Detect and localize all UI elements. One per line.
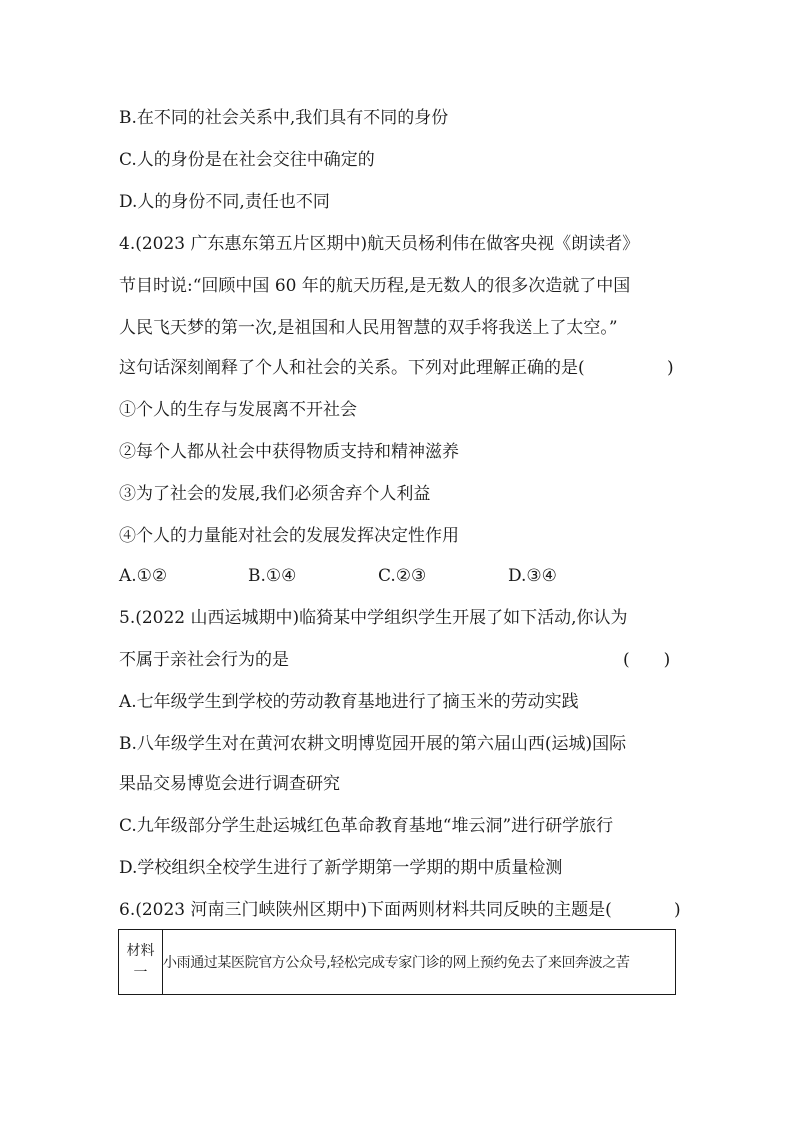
q5-answer-paren: ( ): [623, 650, 671, 670]
q4-item-1: ①个人的生存与发展离不开社会: [119, 400, 357, 420]
q4-item-2: ②每个人都从社会中获得物质支持和精神滋养: [119, 442, 459, 462]
q6-answer-paren-close: ): [674, 900, 681, 920]
q4-stem-line-4: 这句话深刻阐释了个人和社会的关系。下列对此理解正确的是(: [119, 358, 585, 378]
q4-stem-line-1: 4.(2023 广东惠东第五片区期中)航天员杨利伟在做客央视《朗读者》: [119, 234, 640, 254]
q4-choice-b: B.①④: [248, 566, 297, 586]
q5-option-d: D.学校组织全校学生进行了新学期第一学期的期中质量检测: [119, 858, 563, 878]
q4-choice-d: D.③④: [508, 566, 557, 586]
q3-option-b: B.在不同的社会关系中,我们具有不同的身份: [119, 108, 449, 128]
q4-choice-c: C.②③: [378, 566, 427, 586]
q6-material-label-cell: [119, 930, 163, 995]
q4-stem-line-2: 节目时说:“回顾中国 60 年的航天历程,是无数人的很多次造就了中国: [119, 276, 631, 296]
q5-option-b-line-2: 果品交易博览会进行调查研究: [119, 774, 340, 794]
q5-stem-line-1: 5.(2022 山西运城期中)临猗某中学组织学生开展了如下活动,你认为: [119, 608, 628, 628]
q4-item-4: ④个人的力量能对社会的发展发挥决定性作用: [119, 526, 459, 546]
q4-choice-a: A.①②: [119, 566, 168, 586]
q5-stem-line-2: 不属于亲社会行为的是: [119, 650, 289, 670]
q4-stem-line-3: 人民飞天梦的第一次,是祖国和人民用智慧的双手将我送上了太空。”: [119, 318, 618, 338]
q6-material-number: 一: [133, 965, 148, 981]
q6-stem: 6.(2023 河南三门峡陕州区期中)下面两则材料共同反映的主题是(: [119, 900, 612, 920]
q6-material-label: 材料: [126, 943, 155, 959]
q4-item-3: ③为了社会的发展,我们必须舍弃个人利益: [119, 484, 431, 504]
q5-option-b-line-1: B.八年级学生对在黄河农耕文明博览园开展的第六届山西(运城)国际: [119, 734, 627, 754]
q3-option-d: D.人的身份不同,责任也不同: [119, 192, 330, 212]
q6-material-text: 小雨通过某医院官方公众号,轻松完成专家门诊的网上预约免去了来回奔波之苦: [163, 930, 676, 995]
q4-answer-paren-close: ): [667, 358, 674, 378]
q3-option-c: C.人的身份是在社会交往中确定的: [119, 150, 375, 170]
q6-material-table: [118, 929, 676, 995]
q5-option-c: C.九年级部分学生赴运城红色革命教育基地“堆云洞”进行研学旅行: [119, 816, 614, 836]
q6-material-row: [119, 930, 676, 995]
q5-option-a: A.七年级学生到学校的劳动教育基地进行了摘玉米的劳动实践: [119, 692, 579, 712]
